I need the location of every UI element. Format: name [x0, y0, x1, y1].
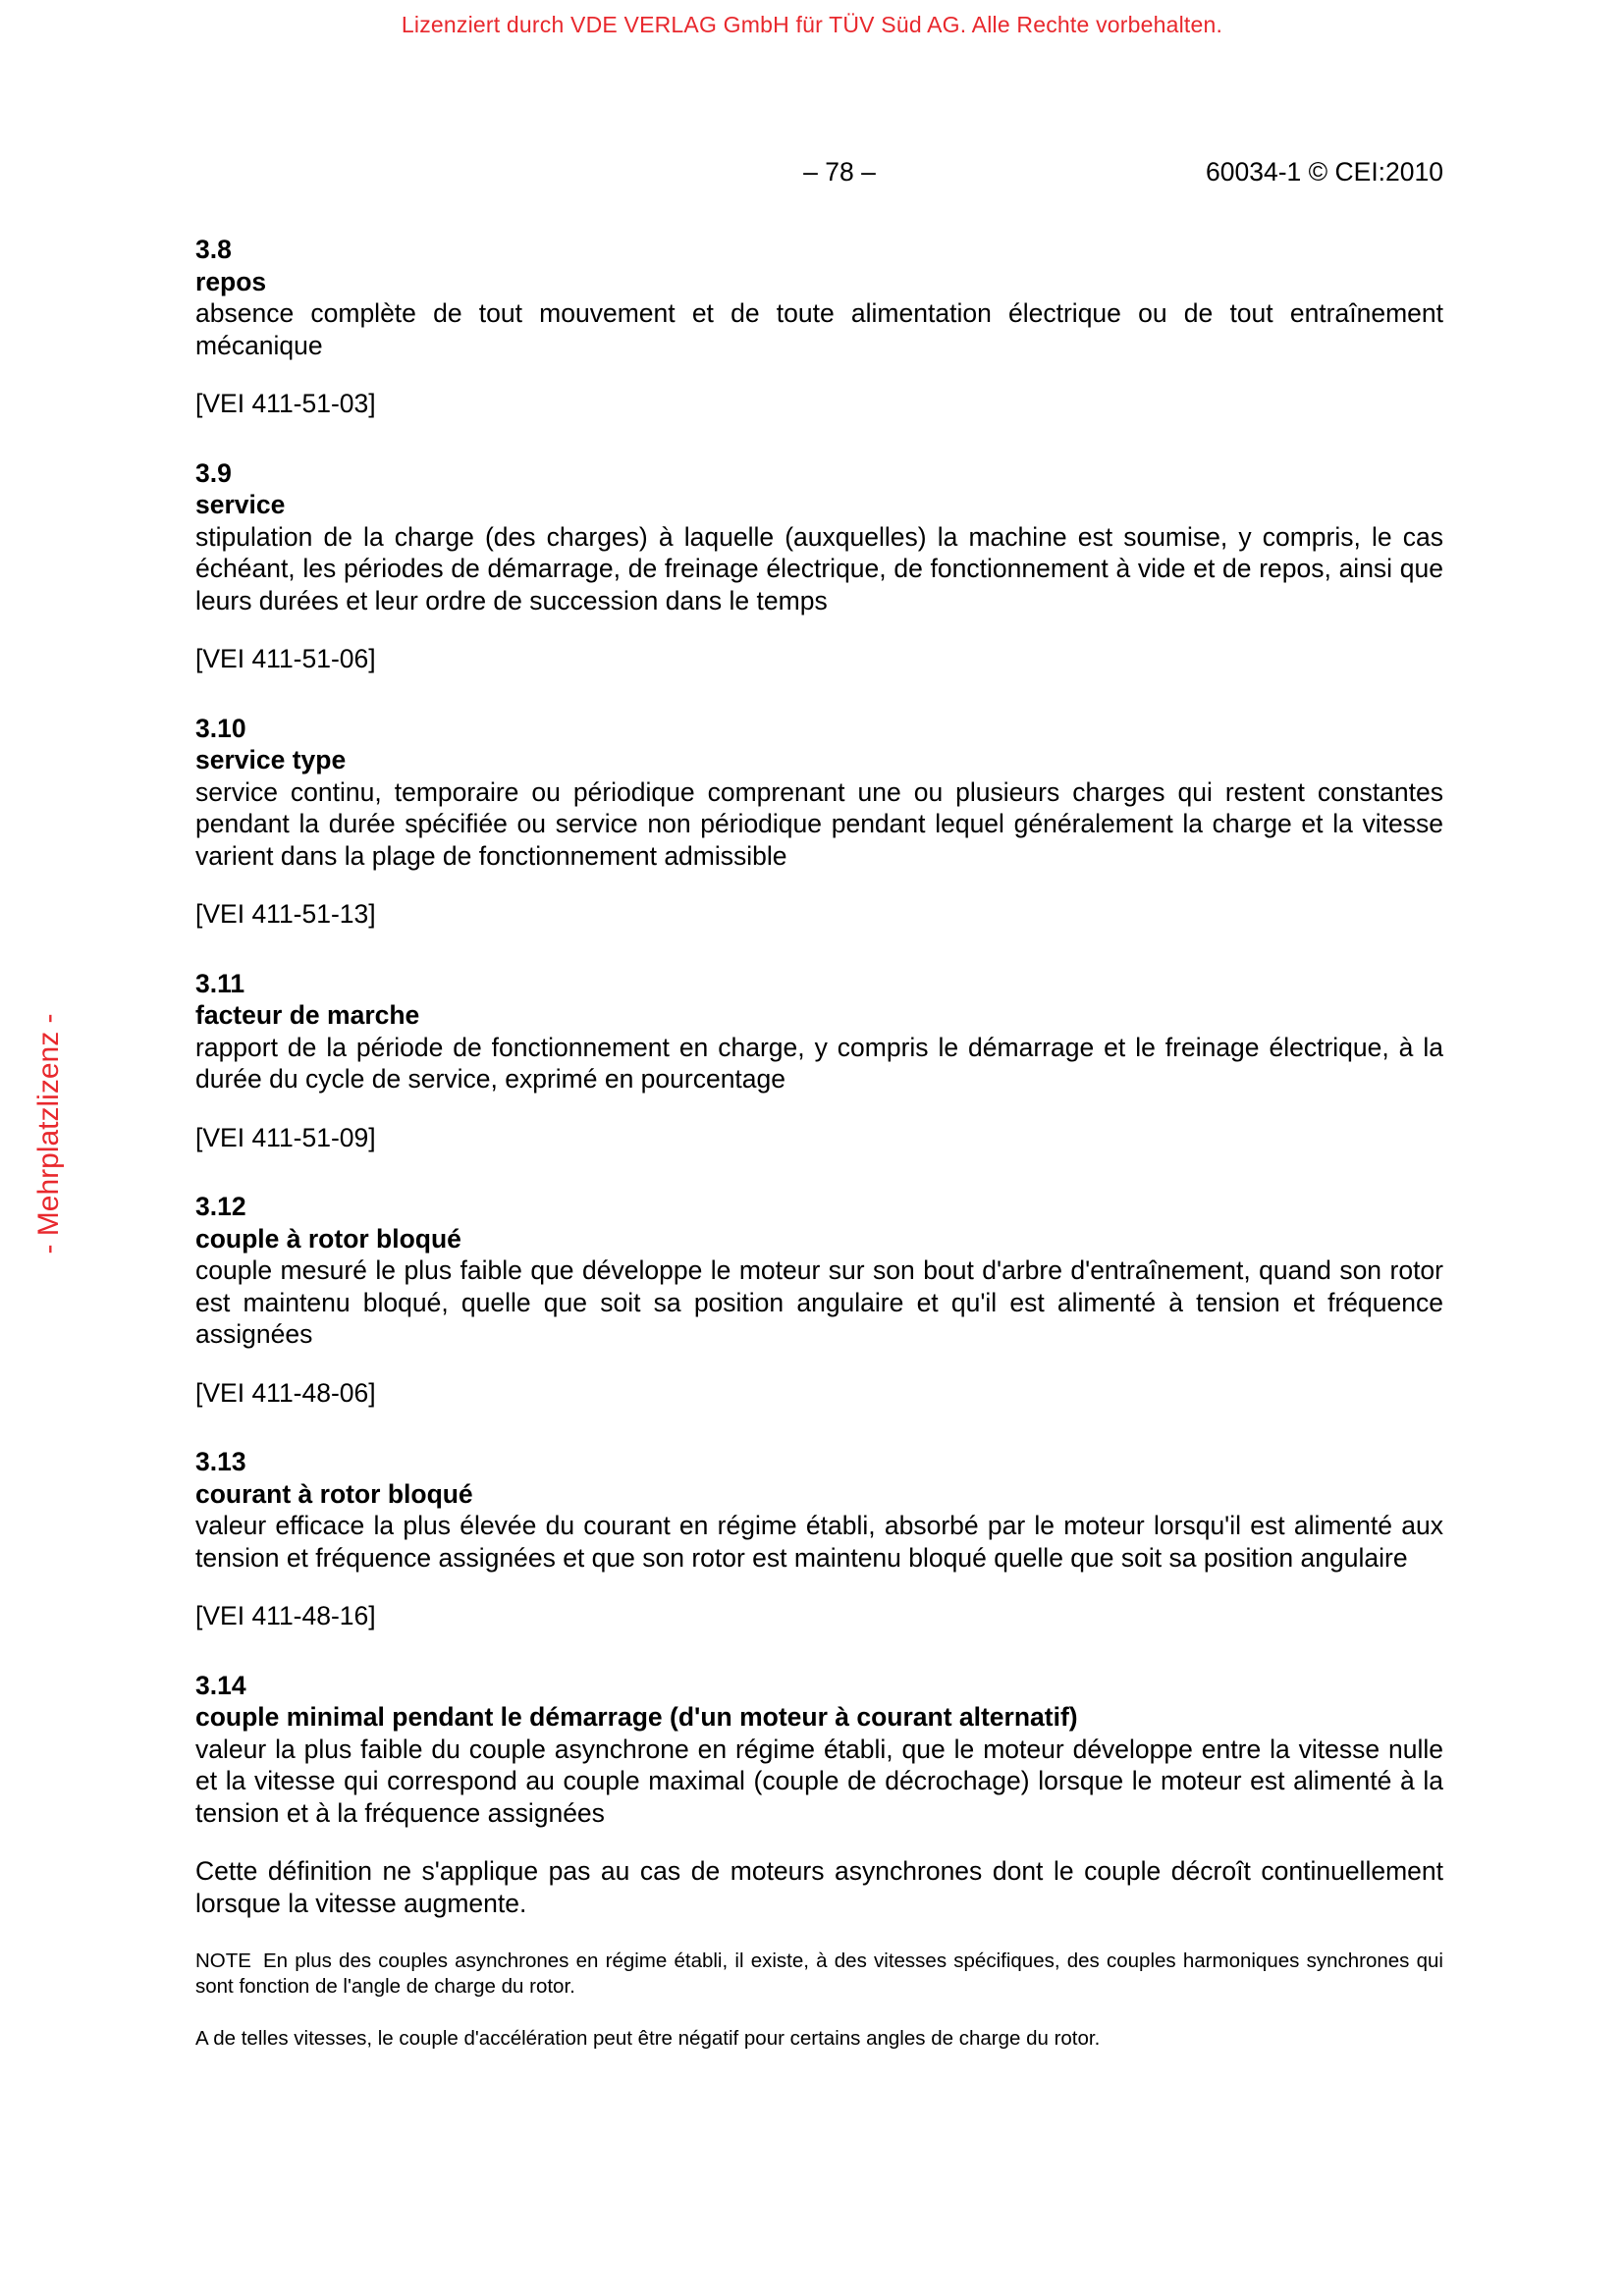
term-number: 3.12 — [195, 1192, 246, 1221]
term-remark: Cette définition ne s'applique pas au cas de moteurs asynchrones dont le couple décroît continuellement lorsque la vitesse augmente. — [195, 1856, 1443, 1918]
term-label: couple à rotor bloqué — [195, 1223, 461, 1254]
term-definition: service continu, temporaire ou périodique comprenant une ou plusieurs charges qui restent constantes pendant la durée spécifiée ou service non périodique pendant lequel généralement la charge et la vitesse varient dans la plage de fonctionnement admissible — [195, 776, 1443, 871]
page-number: – 78 – — [803, 157, 876, 187]
term-definition: valeur efficace la plus élevée du courant en régime établi, absorbé par le moteur lorsqu'il est alimenté aux tension et fréquence assignées et que son rotor est maintenu bloqué quelle que soit sa position angulaire — [195, 1511, 1443, 1573]
term-definition: couple mesuré le plus faible que développe le moteur sur son bout d'arbre d'entraînement, quand son rotor est maintenu bloqué, quelle que soit sa position angulaire et qu'il est alimenté à tension et fréquence assignées — [195, 1255, 1443, 1349]
term-source: [VEI 411-51-09] — [195, 1122, 376, 1152]
term-note — [195, 1949, 1443, 2000]
note-label: NOTE — [195, 1949, 251, 1972]
term-entry — [195, 968, 1443, 1154]
multi-license-watermark: - Mehrplatzlizenz - — [32, 1013, 65, 1255]
term-entry — [195, 1670, 1443, 2053]
term-entry — [195, 1191, 1443, 1409]
note-continuation: A de telles vitesses, le couple d'accélération peut être négatif pour certains angles de charge du rotor. — [195, 2027, 1101, 2050]
term-source: [VEI 411-51-03] — [195, 389, 376, 418]
term-definition: absence complète de tout mouvement et de toute alimentation électrique ou de tout entraînement mécanique — [195, 298, 1443, 360]
note-text: En plus des couples asynchrones en régime établi, il existe, à des vitesses spécifiques, des couples harmoniques synchrones qui sont fonction de l'angle de charge du rotor. — [195, 1949, 1443, 1998]
license-watermark: Lizenziert durch VDE VERLAG GmbH für TÜV Süd AG. Alle Rechte vorbehalten. — [401, 12, 1223, 37]
page-header — [195, 157, 1443, 190]
term-number: 3.11 — [195, 968, 245, 998]
term-definition: stipulation de la charge (des charges) à laquelle (auxquelles) la machine est soumise, y compris, le cas échéant, les périodes de démarrage, de freinage électrique, de fonctionnement à vide et de repos, ainsi que leurs durées et leur ordre de succession dans le temps — [195, 521, 1443, 615]
term-label: repos — [195, 266, 267, 296]
term-number: 3.8 — [195, 235, 232, 264]
term-definition: rapport de la période de fonctionnement en charge, y compris le démarrage et le freinage électrique, à la durée du cycle de service, exprimé en pourcentage — [195, 1032, 1443, 1094]
document-reference: 60034-1 © CEI:2010 — [1206, 157, 1443, 187]
term-definition: valeur la plus faible du couple asynchrone en régime établi, que le moteur développe entre la vitesse nulle et la vitesse qui correspond au couple maximal (couple de décrochage) lorsque le moteur est alimenté à la tension et à la fréquence assignées — [195, 1734, 1443, 1828]
term-label: facteur de marche — [195, 1000, 420, 1030]
term-label: couple minimal pendant le démarrage (d'un moteur à courant alternatif) — [195, 1702, 1078, 1732]
term-entry — [195, 1446, 1443, 1632]
term-entry — [195, 234, 1443, 420]
term-source: [VEI 411-48-16] — [195, 1601, 376, 1630]
document-body — [195, 234, 1443, 2052]
term-number: 3.10 — [195, 713, 246, 743]
term-source: [VEI 411-51-13] — [195, 899, 376, 929]
term-number: 3.14 — [195, 1670, 246, 1700]
term-source: [VEI 411-48-06] — [195, 1377, 376, 1408]
term-label: courant à rotor bloqué — [195, 1478, 473, 1509]
term-source: [VEI 411-51-06] — [195, 644, 376, 673]
term-number: 3.13 — [195, 1447, 246, 1476]
term-entry — [195, 457, 1443, 675]
term-label: service — [195, 490, 286, 519]
term-label: service type — [195, 745, 347, 774]
term-number: 3.9 — [195, 457, 232, 488]
term-entry — [195, 713, 1443, 931]
